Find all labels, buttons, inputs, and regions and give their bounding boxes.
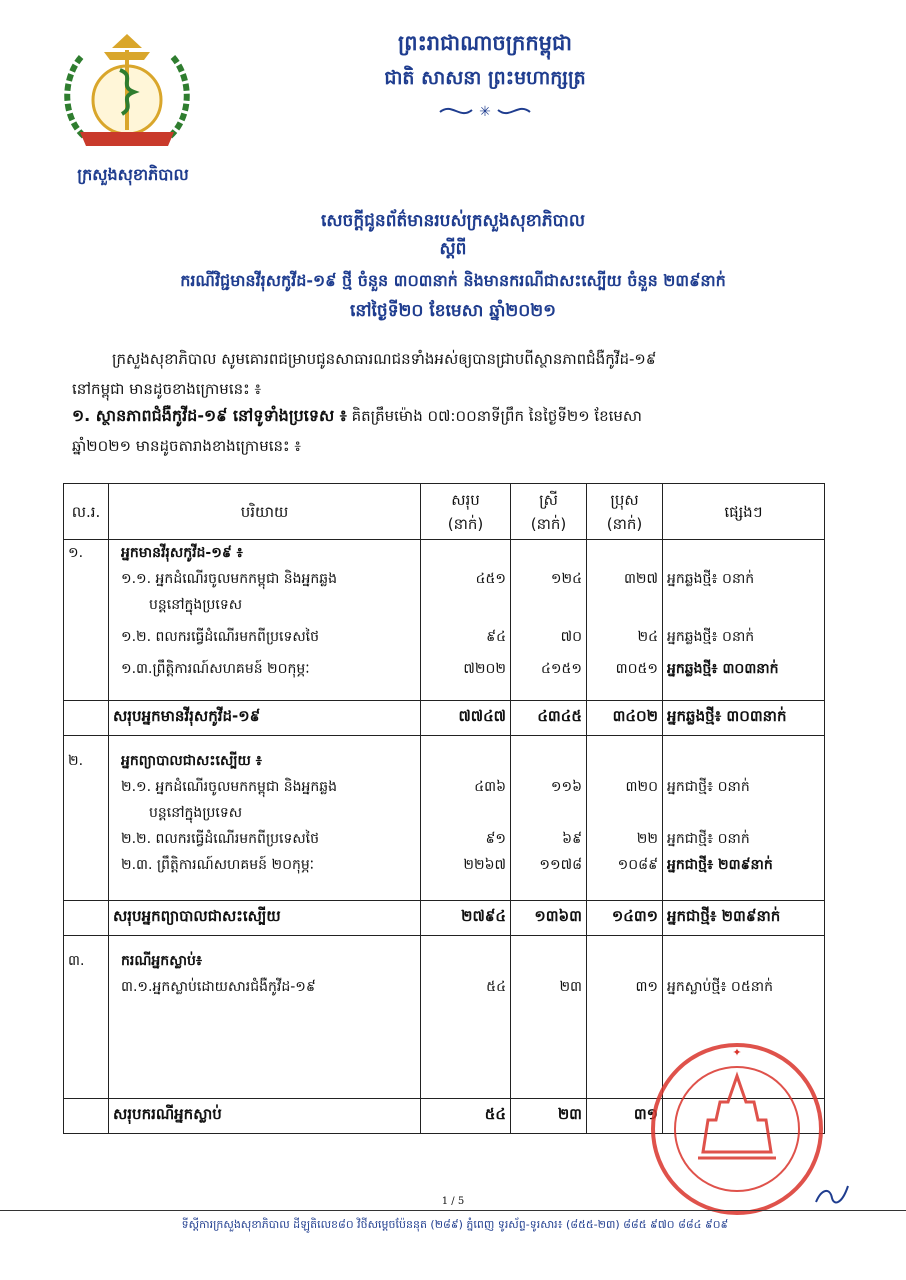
group-number: ១.: [64, 540, 109, 701]
group-female-values: ១១៦ ៦៩ ១១៧៨: [511, 736, 587, 901]
group-total-values: ៤៥១ ៩៤ ៧២០២: [421, 540, 511, 701]
group-female-values: ១២៤ ៧០ ៤១៥១: [511, 540, 587, 701]
covid-statistics-table: [63, 483, 825, 1134]
announcement-title: សេចក្តីជូនព័ត៌មានរបស់ក្រសួងសុខាភិបាល: [320, 211, 586, 231]
section-heading-row: [72, 402, 842, 430]
col-header-other: ផ្សេងៗ: [663, 484, 825, 540]
group-description: ករណីអ្នកស្លាប់៖ ៣.១.អ្នកស្លាប់ដោយសារជំងឺកូវីដ-១៩: [109, 936, 421, 1099]
group-other-values: អ្នកជាថ្មី៖ ០នាក់ អ្នកជាថ្មី៖ ០នាក់ អ្នកជាថ្មី៖ ២៣៩នាក់: [663, 736, 825, 901]
group-total-row: សរុបអ្នកព្យាបាលជាសះស្បើយ ២៧៩៤ ១៣៦៣ ១៤៣១ អ្នកជាថ្មី៖ ២៣៩នាក់: [64, 901, 825, 936]
kingdom-title: ព្រះរាជាណាចក្រកម្ពុជា: [397, 31, 572, 55]
group-male-values: ៣២៧ ២៤ ៣០៥១: [587, 540, 663, 701]
group-other-values: អ្នកឆ្លងថ្មី៖ ០នាក់ អ្នកឆ្លងថ្មី៖ ០នាក់ អ្នកឆ្លងថ្មី៖ ៣០៣នាក់: [663, 540, 825, 701]
col-header-no: ល.រ.: [64, 484, 109, 540]
announcement-headline: ករណីវិជ្ជមានវីរុសកូវីដ-១៩ ថ្មី ចំនួន ៣០៣នាក់ និងមានករណីជាសះស្បើយ ចំនួន ២៣៩នាក់: [180, 271, 726, 290]
section-heading: ១. ស្ថានភាពជំងឺកូវីដ-១៩ នៅទូទាំងប្រទេស ៖: [72, 406, 347, 425]
table-group-row: [64, 736, 825, 901]
group-total-values: ៤៣៦ ៩១ ២២៦៧: [421, 736, 511, 901]
col-header-total: សរុប (នាក់): [421, 484, 511, 540]
group-number: ៣.: [64, 936, 109, 1099]
footer-address: ទីស្តីការក្រសួងសុខាភិបាល ដីឡូតិលេខ៨០ វិថីសម្តេចប៉ែននុត (២៨៩) ភ្នំពេញ ទូរស័ព្ទ-ទូរសារ៖ (៨៥៥-២៣) ៨៨៥ ៩៧០ ៨៨៤ ៩០៩: [181, 1218, 729, 1231]
group-other-values: អ្នកស្លាប់ថ្មី៖ ០៥នាក់: [663, 936, 825, 1099]
col-header-description: បរិយាយ: [109, 484, 421, 540]
svg-text:✦: ✦: [732, 1046, 742, 1059]
section-text-2: ឆ្នាំ២០២១ មានដូចតារាងខាងក្រោមនេះ ៖: [72, 437, 301, 455]
ornament-divider-icon: [430, 100, 540, 122]
section-text: គិតត្រឹមម៉ោង ០៧:០០នាទីព្រឹក នៃថ្ងៃទី២១ ខែមេសា: [346, 407, 642, 425]
page-number: 1 / 5: [441, 1196, 465, 1207]
table-group-row: [64, 540, 825, 701]
svg-text:✳: ✳: [479, 104, 491, 120]
group-description: អ្នកព្យាបាលជាសះស្បើយ ៖ ២.១. អ្នកដំណើរចូលមកកម្ពុជា និងអ្នកឆ្លង បន្តនៅក្នុងប្រទេស ២.២. ពលករធ្វើដំណើរមកពីប្រទេសថៃ ២.៣. ព្រឹត្តិការណ៍សហគមន៍ ២០កុម្ភៈ: [109, 736, 421, 901]
col-header-male: ប្រុស (នាក់): [587, 484, 663, 540]
national-motto: ជាតិ សាសនា ព្រះមហាក្សត្រ: [384, 67, 586, 89]
announcement-date: នៅថ្ងៃទី២០ ខែមេសា ឆ្នាំ២០២១: [349, 301, 557, 321]
group-total-row: សរុបករណីអ្នកស្លាប់ ៥៤ ២៣ ៣១: [64, 1099, 825, 1134]
official-seal-icon: [648, 1040, 826, 1218]
group-female-values: ២៣: [511, 936, 587, 1099]
announcement-subject-label: ស្តីពី: [439, 239, 467, 259]
group-male-values: ៣១: [587, 936, 663, 1099]
footer-divider: [0, 1210, 906, 1211]
ministry-name: ក្រសួងសុខាភិបាល: [77, 165, 189, 184]
group-description: អ្នកមានវីរុសកូវីដ-១៩ ៖ ១.១. អ្នកដំណើរចូលមកកម្ពុជា និងអ្នកឆ្លង បន្តនៅក្នុងប្រទេស ១.២. ពលករធ្វើដំណើរមកពីប្រទេសថៃ ១.៣.ព្រឹត្តិការណ៍សហគមន៍ ២០កុម្ភៈ: [109, 540, 421, 701]
intro-line-2: នៅកម្ពុជា មានដូចខាងក្រោមនេះ ៖: [72, 380, 262, 398]
group-total-row: សរុបអ្នកមានវីរុសកូវីដ-១៩ ៧៧៤៧ ៤៣៤៥ ៣៤០២ អ្នកឆ្លងថ្មី៖ ៣០៣នាក់: [64, 701, 825, 736]
signature-mark-icon: [812, 1180, 852, 1210]
ministry-logo: [52, 30, 202, 158]
table-header-row: [64, 484, 825, 540]
group-number: ២.: [64, 736, 109, 901]
group-male-values: ៣២០ ២២ ១០៨៩: [587, 736, 663, 901]
group-total-values: ៥៤: [421, 936, 511, 1099]
intro-line-1: ក្រសួងសុខាភិបាល សូមគោរពជម្រាបជូនសាធារណជនទាំងអស់ឲ្យបានជ្រាបពីស្ថានភាពជំងឺកូវីដ-១៩: [112, 350, 657, 368]
col-header-female: ស្រី (នាក់): [511, 484, 587, 540]
